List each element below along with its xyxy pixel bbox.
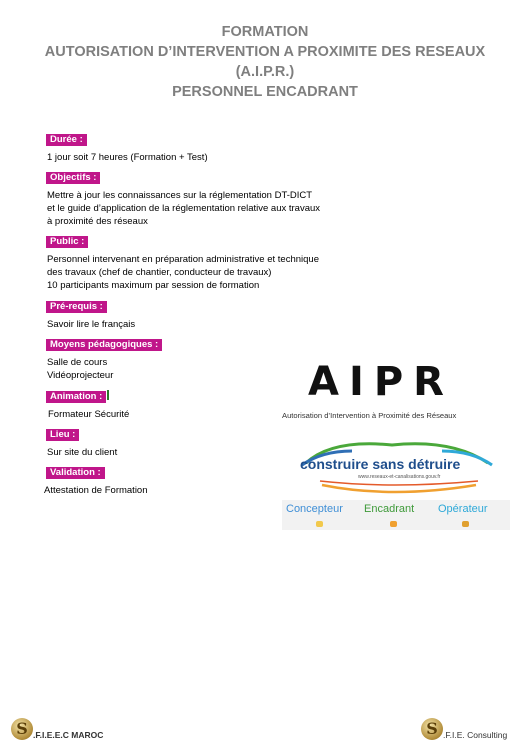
- section-public: [46, 231, 319, 292]
- label-public: Public :: [46, 236, 88, 248]
- tool-icon: [462, 521, 469, 527]
- csd-title: construire sans détruire: [300, 456, 461, 472]
- text-public: [47, 253, 319, 292]
- bulb-icon: [316, 521, 323, 527]
- csd-red-arc: [320, 481, 478, 485]
- aipr-logo-subtitle: Autorisation d’Intervention à Proximité des Réseaux: [282, 411, 457, 420]
- text-line: Vidéoprojecteur: [47, 370, 114, 381]
- section-validation: [46, 462, 148, 497]
- role-operateur: Opérateur: [438, 503, 488, 515]
- text-validation: [44, 484, 148, 497]
- construire-sans-detruire-logo: [292, 441, 502, 495]
- text-duree: [47, 151, 208, 164]
- label-duree: Durée :: [46, 134, 87, 146]
- text-line: Savoir lire le français: [47, 319, 136, 330]
- label-objectifs: Objectifs :: [46, 172, 100, 184]
- text-cursor: [107, 390, 109, 400]
- text-line: Formateur Sécurité: [48, 409, 130, 420]
- text-line: Salle de cours: [47, 357, 108, 368]
- section-objectifs: [46, 167, 320, 228]
- label-animation: Animation :: [46, 391, 106, 403]
- company-seal-icon: S: [11, 718, 33, 740]
- title-line-audience: PERSONNEL ENCADRANT: [172, 84, 358, 100]
- label-moyens: Moyens pédagogiques :: [46, 339, 162, 351]
- text-line: des travaux (chef de chantier, conducteur de travaux): [47, 267, 272, 278]
- text-line: Attestation de Formation: [44, 485, 148, 496]
- section-duree: [46, 129, 208, 164]
- title-line-formation: FORMATION: [221, 24, 309, 40]
- role-encadrant: Encadrant: [364, 503, 415, 515]
- text-line: Mettre à jour les connaissances sur la réglementation DT-DICT: [47, 190, 313, 201]
- text-lieu: [47, 446, 117, 459]
- label-lieu: Lieu :: [46, 429, 79, 441]
- text-animation: [48, 408, 129, 421]
- text-line: 10 participants maximum par session de formation: [47, 280, 260, 291]
- text-prerequis: [47, 318, 135, 331]
- section-animation: [46, 386, 129, 421]
- section-moyens: [46, 334, 162, 382]
- helmet-icon: [390, 521, 397, 527]
- label-prerequis: Pré-requis :: [46, 301, 107, 313]
- title-line-aipr-full: AUTORISATION D’INTERVENTION A PROXIMITE DES RESEAUX: [44, 44, 486, 60]
- title-line-acronym: (A.I.P.R.): [235, 64, 295, 80]
- text-objectifs: [47, 189, 320, 228]
- text-line: Personnel intervenant en préparation administrative et technique: [47, 254, 319, 265]
- footer-left-text: .F.I.E.E.C MAROC: [33, 730, 104, 740]
- roles-banner: [282, 500, 510, 530]
- csd-url: www.reseaux-et-canalisations.gouv.fr: [358, 474, 441, 480]
- role-concepteur: Concepteur: [286, 503, 343, 515]
- text-line: Sur site du client: [47, 447, 118, 458]
- section-prerequis: [46, 296, 135, 331]
- text-moyens: [47, 356, 162, 382]
- aipr-logo-text: AIPR: [308, 359, 454, 405]
- label-validation: Validation :: [46, 467, 105, 479]
- text-line: et le guide d’application de la réglementation relative aux travaux: [47, 203, 321, 214]
- text-line: à proximité des réseaux: [47, 216, 148, 227]
- csd-orange-arc: [322, 485, 476, 492]
- text-line: 1 jour soit 7 heures (Formation + Test): [47, 152, 208, 163]
- section-lieu: [46, 424, 117, 459]
- footer-right-text: .F.I.E. Consulting: [443, 730, 508, 740]
- company-seal-icon: S: [421, 718, 443, 740]
- document-title: [0, 22, 530, 102]
